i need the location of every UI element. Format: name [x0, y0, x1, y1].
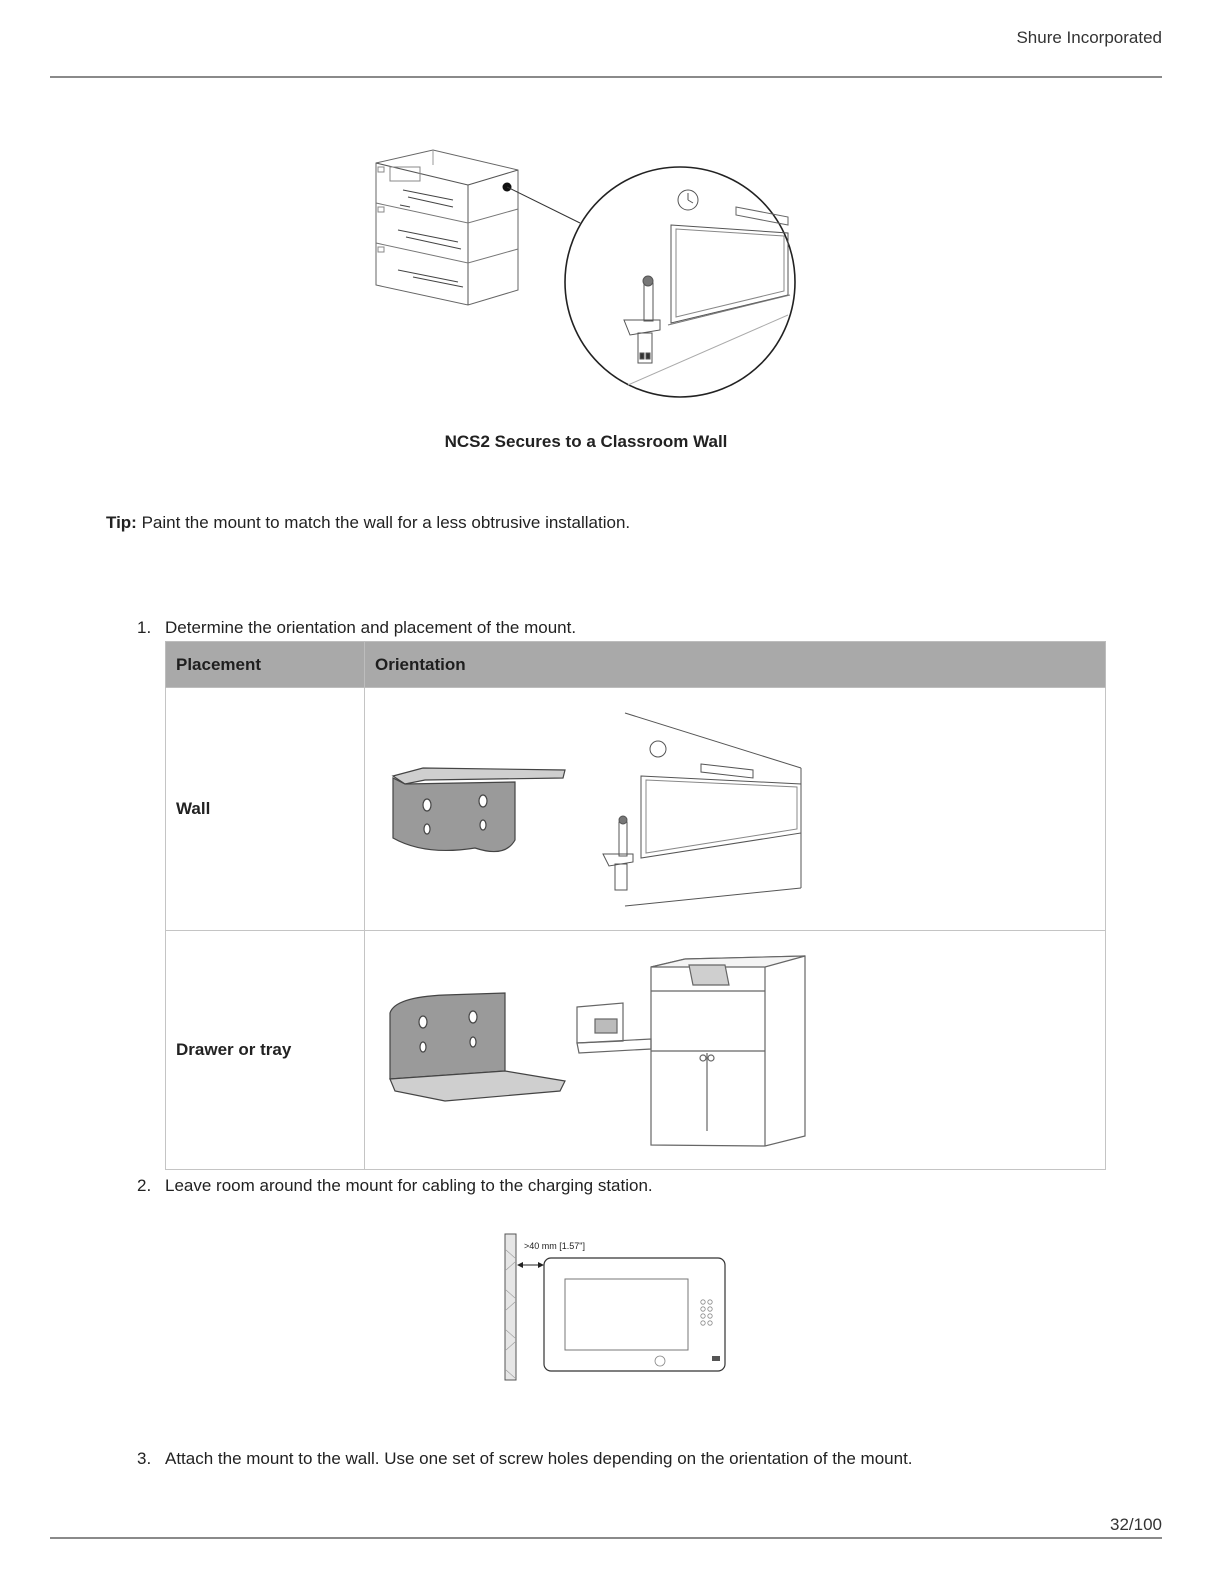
orientation-cell [365, 931, 1106, 1170]
header-divider [50, 76, 1162, 78]
table-row [166, 931, 1106, 1170]
step-text: Determine the orientation and placement of the mount. [165, 618, 577, 637]
classroom-wall-illustration [368, 145, 804, 403]
column-header-orientation: Orientation [365, 642, 1106, 688]
clearance-label: >40 mm [1.57"] [524, 1241, 585, 1251]
wall-mount-illustration [365, 688, 1105, 930]
column-header-placement: Placement [166, 642, 365, 688]
page-number: 32/100 [1110, 1515, 1162, 1534]
placement-cell: Drawer or tray [166, 931, 365, 1170]
step-text: Leave room around the mount for cabling to the charging station. [165, 1176, 653, 1195]
tip-text: Paint the mount to match the wall for a less obtrusive installation. [141, 513, 631, 532]
table-header-row [166, 642, 1106, 688]
step-number: 2. [137, 1176, 152, 1195]
step-1 [137, 618, 576, 638]
orientation-cell [365, 688, 1106, 931]
step-text: Attach the mount to the wall. Use one set of screw holes depending on the orientation of the mount. [165, 1449, 913, 1468]
footer-divider [50, 1537, 1162, 1539]
table-row [166, 688, 1106, 931]
step-3 [137, 1449, 913, 1469]
placement-cell: Wall [166, 688, 365, 931]
tip-label: Tip: [106, 513, 137, 532]
clearance-diagram [500, 1230, 730, 1382]
header-company-name: Shure Incorporated [1016, 28, 1162, 47]
drawer-mount-illustration [365, 931, 1105, 1169]
placement-orientation-table [165, 641, 1106, 1170]
step-number: 1. [137, 618, 152, 637]
tip-paragraph [106, 513, 630, 533]
step-number: 3. [137, 1449, 152, 1468]
figure-caption: NCS2 Secures to a Classroom Wall [444, 432, 728, 451]
step-2 [137, 1176, 653, 1196]
